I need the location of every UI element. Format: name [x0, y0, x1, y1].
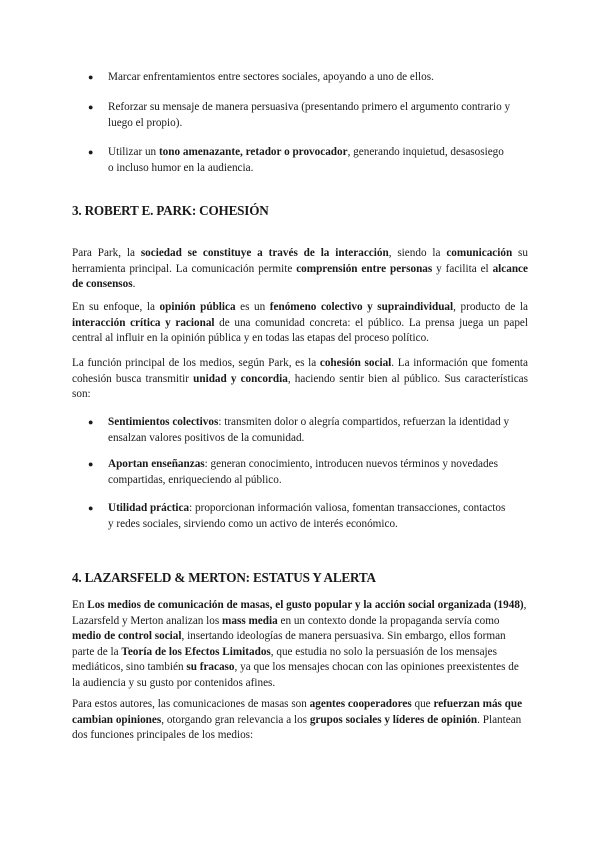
list-item: [108, 100, 512, 131]
bullet-dot: ●: [88, 72, 94, 82]
bold-text: agentes cooperadores: [309, 698, 412, 710]
text: de una comunidad concreta: el público. La prensa juega un papel central al influir en la opinión pública y en todas las etapas del proceso político.: [72, 316, 528, 344]
text: su herramienta principal. La comunicación permite: [72, 247, 528, 275]
text: . La información que fomenta cohesión busca transmitir: [72, 357, 528, 385]
bold-text: interacción crítica y racional: [72, 316, 215, 329]
list-item: [108, 70, 512, 86]
section-heading: 3. ROBERT E. PARK: COHESIÓN: [72, 203, 269, 218]
bold-text: Sentimientos colectivos: [108, 416, 219, 428]
text: Marcar enfrentamientos entre sectores sociales, apoyando a uno de ellos.: [108, 71, 434, 83]
text: . Plantean dos funciones principales de los medios:: [72, 713, 522, 741]
bold-text: fenómeno colectivo y supraindividual: [269, 301, 454, 313]
paragraph: [72, 246, 528, 293]
text: , generando inquietud, desasosiego o incluso humor en la audiencia.: [108, 146, 504, 174]
list-item: [108, 415, 512, 446]
bold-text: su fracaso: [186, 661, 235, 673]
bold-text: Aportan enseñanzas: [108, 458, 205, 470]
text: , siendo la: [388, 247, 447, 259]
bold-text: Teoría de los Efectos Limitados: [121, 645, 271, 658]
bullet-dot: ●: [88, 417, 94, 427]
bold-text: grupos sociales y líderes de opinión: [309, 713, 478, 726]
section-heading: 4. LAZARSFELD & MERTON: ESTATUS Y ALERTA: [72, 570, 376, 585]
bold-text: Los medios de comunicación de masas, el gusto popular y la acción social organizada (1948): [87, 599, 524, 611]
bullet-dot: ●: [88, 147, 94, 157]
bold-text: alcance de consensos: [72, 262, 528, 290]
text: , otorgando gran relevancia a los: [161, 713, 310, 726]
bold-text: mass media: [222, 614, 278, 627]
text: .: [132, 278, 136, 290]
bold-text: cohesión social: [319, 357, 392, 369]
paragraph: [72, 598, 528, 691]
bold-text: Utilidad práctica: [108, 502, 190, 514]
text: En: [72, 599, 88, 611]
text: : transmiten dolor o alegría compartidos, refuerzan la identidad y ensalzan valores positivos de la comunidad.: [108, 416, 510, 444]
text: Reforzar su mensaje de manera persuasiva (presentando primero el argumento contrario y luego el propio).: [108, 101, 511, 129]
bullet-dot: ●: [88, 503, 94, 513]
text: , Lazarsfeld y Merton analizan los: [72, 599, 527, 627]
text: , insertando ideologías de manera persuasiva. Sin embargo, ellos forman parte de la: [72, 630, 506, 658]
text: que: [411, 698, 434, 710]
bullet-dot: ●: [88, 102, 94, 112]
bold-text: unidad y concordia: [193, 372, 288, 385]
text: Para Park, la: [72, 247, 141, 259]
text: Para estos autores, las comunicaciones de masas son: [72, 698, 310, 710]
text: en un contexto donde la propaganda servía como: [277, 614, 500, 627]
text: y facilita el: [432, 262, 493, 275]
list-item: [108, 501, 512, 532]
bold-text: tono amenazante, retador o provocador: [158, 146, 348, 158]
text: , producto de la: [453, 301, 529, 313]
text: : proporcionan información valiosa, fomentan transacciones, contactos y redes sociales, sirviendo como un activo de interés económico.: [108, 502, 506, 530]
text: , que estudia no solo la persuasión de los mensajes mediáticos, sino también: [72, 645, 497, 673]
text: En su enfoque, la: [72, 301, 160, 313]
text: : generan conocimiento, introducen nuevos términos y novedades compartidas, enriqueciendo al público.: [108, 458, 498, 486]
paragraph: [72, 300, 528, 347]
bold-text: sociedad se constituye a través de la interacción: [140, 247, 389, 259]
text: , ya que los mensajes chocan con las opiniones preexistentes de la audiencia y su gusto por contenidos afines.: [72, 661, 519, 689]
paragraph: [72, 697, 528, 744]
list-item: [108, 145, 512, 176]
text: Utilizar un: [108, 146, 159, 158]
bold-text: refuerzan más que cambian opiniones: [72, 698, 523, 726]
bold-text: opinión pública: [159, 301, 236, 313]
bold-text: medio de control social: [72, 630, 182, 642]
text: es un: [235, 301, 270, 313]
text: , haciendo sentir bien al público. Sus características son:: [72, 372, 528, 400]
bullet-dot: ●: [88, 459, 94, 469]
paragraph: [72, 356, 528, 403]
bold-text: comprensión entre personas: [296, 262, 433, 275]
bold-text: comunicación: [446, 247, 513, 259]
list-item: [108, 457, 512, 488]
text: La función principal de los medios, según Park, es la: [72, 357, 320, 369]
